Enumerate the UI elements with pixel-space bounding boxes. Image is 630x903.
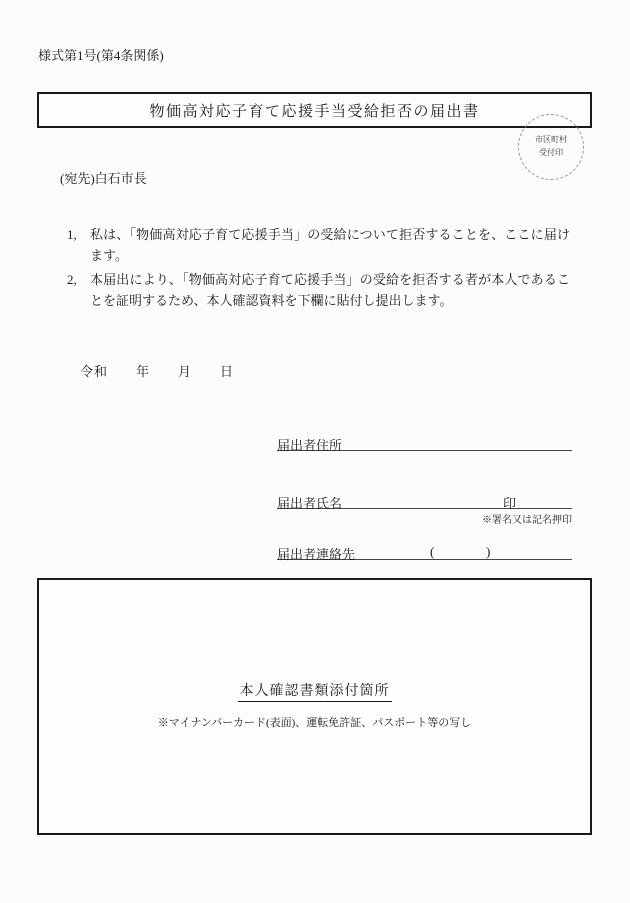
item-number: 1, — [67, 227, 77, 242]
item-number: 2, — [67, 272, 77, 287]
attachment-box-title: 本人確認書類添付箇所 — [39, 680, 590, 700]
document-title-box — [37, 92, 592, 128]
phone-paren-open: ( — [430, 544, 435, 559]
form-number-label: 様式第1号(第4条関係) — [38, 48, 164, 63]
applicant-contact-field — [277, 544, 572, 560]
phone-paren-close: ) — [486, 544, 491, 559]
statement-item-1 — [67, 224, 570, 266]
applicant-address-field — [277, 435, 572, 451]
statement-item-2 — [67, 269, 570, 311]
stamp-line2: 受付印 — [539, 148, 563, 157]
attachment-box-note: ※マイナンバーカード(表面)、運転免許証、パスポート等の写し — [157, 717, 472, 729]
id-attachment-box — [37, 578, 592, 835]
seal-mark: 印 — [503, 496, 517, 511]
seal-note: ※署名又は記名押印 — [482, 515, 572, 526]
stamp-line1: 市区町村 — [535, 135, 567, 145]
applicant-name-label: 届出者氏名 — [277, 496, 343, 511]
document-title: 物価高対応子育て応援手当受給拒否の届出書 — [149, 103, 480, 120]
reception-stamp-area — [518, 114, 584, 180]
applicant-address-label: 届出者住所 — [277, 438, 343, 453]
date-line: 令和 年 月 日 — [80, 364, 235, 379]
item-text: 私は、「物価高対応子育て応援手当」の受給について拒否することを、ここに届けます。 — [90, 227, 570, 263]
item-text: 本届出により、「物価高対応子育て応援手当」の受給を拒否する者が本人であることを証明するため、本人確認資料を下欄に貼付し提出します。 — [90, 272, 570, 308]
addressee-label: (宛先)白石市長 — [60, 171, 147, 186]
applicant-name-field — [277, 493, 572, 509]
applicant-contact-label: 届出者連絡先 — [277, 547, 356, 562]
